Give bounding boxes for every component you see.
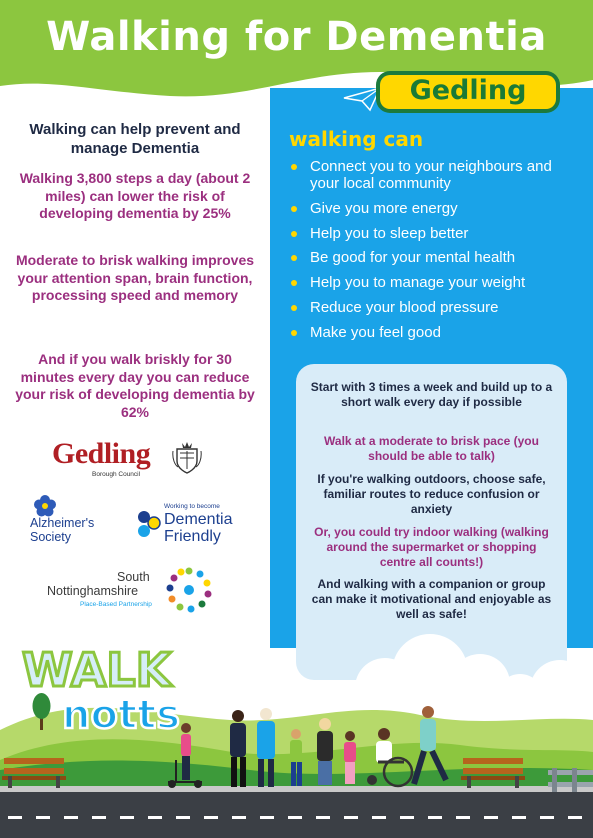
sn-line3: Place-Based Partnership: [80, 601, 152, 608]
bullet-icon: [291, 164, 297, 170]
alzheimers-society-logo: [10, 487, 120, 555]
dementia-friendly-icon: [134, 509, 162, 541]
tip-indoor: Or, you could try indoor walking (walking around the supermarket or shopping centre all counts!): [314, 525, 549, 569]
alzheimers-society-text: [30, 516, 94, 544]
walk-notts-line2: notts: [62, 692, 181, 736]
walk-notts-line1: WALK: [22, 643, 172, 697]
list-item: [289, 299, 579, 316]
alzheimers-line1: Alzheimer's: [30, 516, 95, 530]
list-item-text: Connect you to your neighbours and your local community: [310, 158, 552, 192]
gedling-logo: [50, 437, 210, 481]
tip-routes: If you're walking outdoors, choose safe, familiar routes to reduce confusion or anxiety: [317, 472, 546, 516]
gedling-logo-word: Gedling: [52, 437, 151, 470]
df-line2: Friendly: [164, 528, 221, 545]
sn-line2: Nottinghamshire: [47, 584, 139, 598]
df-small-text: Working to become: [164, 503, 220, 510]
df-line1: Dementia: [164, 511, 233, 528]
page-title: Walking for Dementia: [46, 14, 547, 60]
gedling-logo-sub: Borough Council: [92, 471, 141, 478]
stat-steps: Walking 3,800 steps a day (about 2 miles) can lower the risk of developing dementia by 25%: [19, 170, 251, 221]
tip-pace: Walk at a moderate to brisk pace (you should be able to talk): [324, 434, 539, 463]
road: [0, 792, 593, 838]
bullet-icon: [291, 206, 297, 212]
sn-line1: South: [117, 570, 150, 584]
bullet-icon: [291, 255, 297, 261]
road-markings: [8, 816, 582, 819]
location-badge: [376, 71, 560, 113]
list-item: [289, 324, 579, 341]
list-item-text: Be good for your mental health: [310, 249, 516, 267]
benefits-list: [289, 158, 579, 349]
crest-icon: [172, 441, 202, 475]
list-item-text: Help you to sleep better: [310, 224, 469, 242]
dot-ring-icon: [166, 567, 212, 613]
lead-heading: Walking can help prevent and manage Dementia: [29, 121, 241, 157]
forget-me-not-icon: [34, 495, 56, 517]
bullet-icon: [291, 280, 297, 286]
bullet-icon: [291, 330, 297, 336]
stat-brain-function: Moderate to brisk walking improves your attention span, brain function, processing speed and memory: [15, 252, 255, 303]
df-main-text: [164, 511, 232, 545]
list-item: [289, 158, 579, 192]
walk-notts-logo: [18, 640, 208, 736]
list-item-text: Give you more energy: [310, 199, 458, 217]
list-item: [289, 200, 579, 217]
alzheimers-line2: Society: [30, 530, 71, 544]
dementia-friendly-logo: [126, 497, 254, 551]
bullet-icon: [291, 305, 297, 311]
list-item-text: Reduce your blood pressure: [310, 298, 499, 316]
stat-brisk-walking: And if you walk briskly for 30 minutes every day you can reduce your risk of developing dementia by 62%: [15, 351, 255, 420]
bullet-icon: [291, 231, 297, 237]
walking-can-heading: walking can: [289, 127, 424, 151]
list-item: [289, 249, 579, 266]
list-item: [289, 225, 579, 242]
badge-label: Gedling: [409, 75, 527, 106]
list-item: [289, 274, 579, 291]
tip-companion: And walking with a companion or group can make it motivational and enjoyable as well as safe!: [311, 577, 552, 621]
south-notts-logo: [40, 563, 230, 617]
list-item-text: Help you to manage your weight: [310, 274, 526, 292]
pavement: [0, 786, 593, 792]
list-item-text: Make you feel good: [310, 323, 441, 341]
tip-start: Start with 3 times a week and build up to a short walk every day if possible: [310, 380, 553, 409]
